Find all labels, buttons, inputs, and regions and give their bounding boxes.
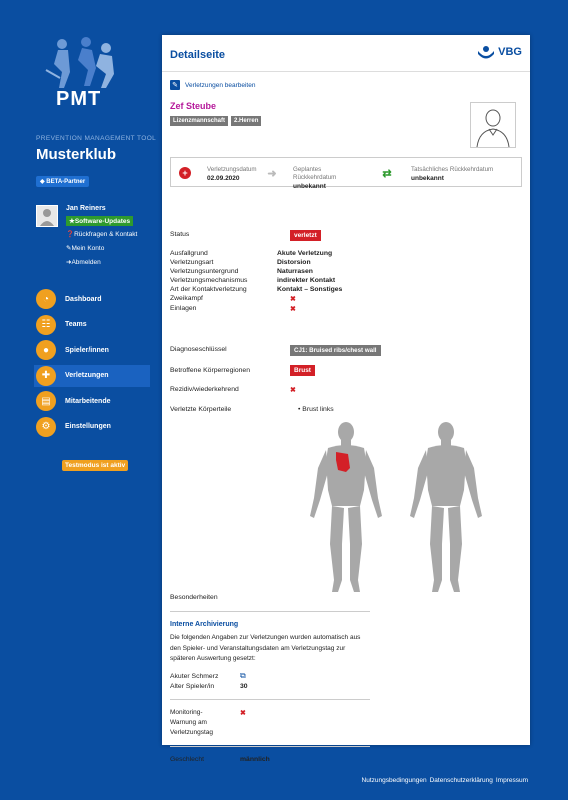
player-name: Zef Steube — [170, 101, 217, 111]
regions-badge: Brust — [290, 365, 315, 376]
testmode-badge: Testmodus ist aktiv — [62, 460, 128, 471]
dashboard-icon: ◔ — [36, 289, 56, 309]
nav-item-teams[interactable] — [36, 314, 150, 336]
section-divider — [170, 699, 370, 700]
actual-return-label: Tatsächliches Rückkehrdatum — [411, 166, 494, 173]
avatar — [36, 205, 58, 227]
footer — [362, 777, 528, 784]
body-diagram — [308, 420, 488, 595]
plus-circle-icon: + — [179, 167, 191, 179]
nav-item-players[interactable] — [36, 339, 150, 361]
diagnose-badge: CJ1: Bruised ribs/chest wall — [290, 345, 381, 356]
vbg-logo-icon — [477, 45, 495, 59]
nav-item-injuries[interactable] — [34, 365, 150, 387]
detail-label: Verletzungsart — [170, 259, 214, 266]
body-back-icon — [410, 422, 482, 592]
question-icon: ❓ — [66, 231, 75, 238]
nav-item-staff[interactable] — [36, 390, 150, 412]
detail-label: Einlagen — [170, 305, 197, 312]
sidebar — [0, 0, 160, 800]
header-divider — [162, 71, 530, 72]
account-link[interactable] — [66, 244, 104, 252]
beta-label: BETA-Partner — [46, 179, 86, 185]
star-icon: ★ — [69, 218, 75, 225]
vbg-logo — [477, 45, 522, 59]
detail-value: Distorsion — [277, 259, 311, 266]
nav-label-settings: Einstellungen — [65, 423, 111, 430]
monitoring-label: Monitoring-Warnung am Verletzungstag — [170, 709, 214, 736]
team-tag: 2.Herren — [231, 116, 261, 126]
nav-label-injuries: Verletzungen — [65, 372, 109, 379]
beta-badge — [36, 176, 89, 187]
no-icon: ✖ — [240, 710, 246, 717]
detail-value: Kontakt – Sonstiges — [277, 286, 343, 293]
arrow-right-icon: ➜ — [267, 167, 277, 180]
detail-label: Ausfallgrund — [170, 250, 208, 257]
body-parts-label: Verletzte Körperteile — [170, 406, 232, 413]
footer-link-terms[interactable]: Nutzungsbedingungen — [361, 777, 427, 784]
logout-icon: ➜ — [66, 259, 72, 266]
age-value: 30 — [240, 683, 248, 690]
chest-left-highlight — [336, 452, 350, 472]
nav-label-teams: Teams — [65, 321, 87, 328]
logout-link[interactable] — [66, 258, 101, 266]
vbg-brand: VBG — [498, 46, 522, 58]
external-link-icon[interactable]: ⧉ — [240, 671, 246, 680]
avatar-icon — [37, 206, 57, 226]
gender-label: Geschlecht — [170, 756, 205, 763]
nav-label-players: Spieler/innen — [65, 346, 109, 354]
account-label: Mein Konto — [71, 245, 105, 252]
exchange-icon: ⇄ — [382, 167, 392, 180]
edit-injury-link[interactable] — [170, 80, 255, 90]
club-title: Musterklub — [36, 146, 117, 163]
planned-return-label: Geplantes Rückkehrdatum — [293, 166, 337, 181]
status-badge: verletzt — [290, 230, 321, 241]
pencil-icon: ✎ — [170, 80, 180, 90]
body-part-item: • Brust links — [298, 406, 334, 413]
team-tag: Lizenzmannschaft — [170, 116, 228, 126]
logo-text: PMT — [56, 88, 102, 110]
injury-date-label: Verletzungsdatum — [207, 166, 257, 173]
nav-item-dashboard[interactable] — [36, 288, 150, 310]
id-card-icon: ▤ — [36, 391, 56, 411]
body-front-icon — [310, 422, 382, 592]
nav-label-dashboard: Dashboard — [65, 295, 102, 303]
no-icon: ✖ — [290, 387, 296, 394]
software-updates-button[interactable] — [66, 216, 133, 226]
actual-return-value: unbekannt — [411, 175, 444, 182]
software-updates-label: Software-Updates — [74, 218, 131, 225]
injury-date-value: 02.09.2020 — [207, 175, 240, 182]
gender-value: männlich — [240, 756, 270, 763]
notes-label: Besonderheiten — [170, 594, 218, 601]
nav-label-staff: Mitarbeitende — [65, 397, 111, 405]
no-icon: ✖ — [290, 296, 296, 303]
footer-link-privacy[interactable]: Datenschutzerklärung — [429, 777, 493, 784]
diagnose-label: Diagnoseschlüssel — [170, 346, 227, 353]
archive-title: Interne Archivierung — [170, 621, 239, 628]
player-silhouette-icon — [471, 103, 515, 147]
detail-panel — [162, 35, 530, 763]
detail-label: Zweikampf — [170, 295, 203, 302]
teams-icon: ☷ — [36, 315, 56, 335]
gears-icon: ⚙ — [36, 417, 56, 437]
acute-pain-label: Akuter Schmerz — [170, 673, 219, 680]
section-divider — [170, 746, 370, 747]
main-nav — [36, 288, 150, 441]
archive-text: Die folgenden Angaben zur Verletzungen wurden automatisch aus den Spieler- und Veranstaltungsdaten am Verletzungstag zur späteren Auswertung gesetzt: — [170, 634, 361, 662]
nav-item-settings[interactable] — [36, 416, 150, 438]
detail-value: Naturrasen — [277, 268, 313, 275]
first-aid-icon: ✚ — [36, 366, 56, 386]
player-icon: ● — [36, 340, 56, 360]
tool-label: PREVENTION MANAGEMENT TOOL — [36, 135, 157, 142]
logout-label: Abmelden — [71, 259, 101, 266]
recurring-label: Rezidiv/wiederkehrend — [170, 386, 239, 393]
detail-label: Verletzungsuntergrund — [170, 268, 239, 275]
team-tags — [170, 116, 261, 126]
pencil-icon: ✎ — [66, 245, 72, 252]
section-divider — [170, 611, 370, 612]
page-title: Detailseite — [170, 49, 226, 61]
edit-injury-label: Verletzungen bearbeiten — [185, 81, 256, 89]
contact-link[interactable] — [66, 230, 137, 238]
footer-link-imprint[interactable]: Impressum — [495, 777, 528, 784]
player-photo — [470, 102, 516, 148]
user-name: Jan Reiners — [66, 205, 106, 212]
detail-label: Verletzungsmechanismus — [170, 277, 248, 284]
age-label: Alter Spieler/in — [170, 683, 215, 690]
no-icon: ✖ — [290, 306, 296, 313]
detail-label: Art der Kontaktverletzung — [170, 286, 247, 293]
injury-dates-box — [170, 157, 522, 190]
contact-label: Rückfragen & Kontakt — [74, 231, 138, 238]
planned-return-value: unbekannt — [293, 183, 326, 190]
regions-label: Betroffene Körperregionen — [170, 367, 250, 374]
status-label: Status — [170, 231, 190, 238]
body-part-text: Brust links — [302, 406, 334, 413]
detail-value: Akute Verletzung — [277, 250, 333, 257]
detail-value: indirekter Kontakt — [277, 277, 336, 284]
diamond-icon: ◆ — [40, 179, 47, 185]
